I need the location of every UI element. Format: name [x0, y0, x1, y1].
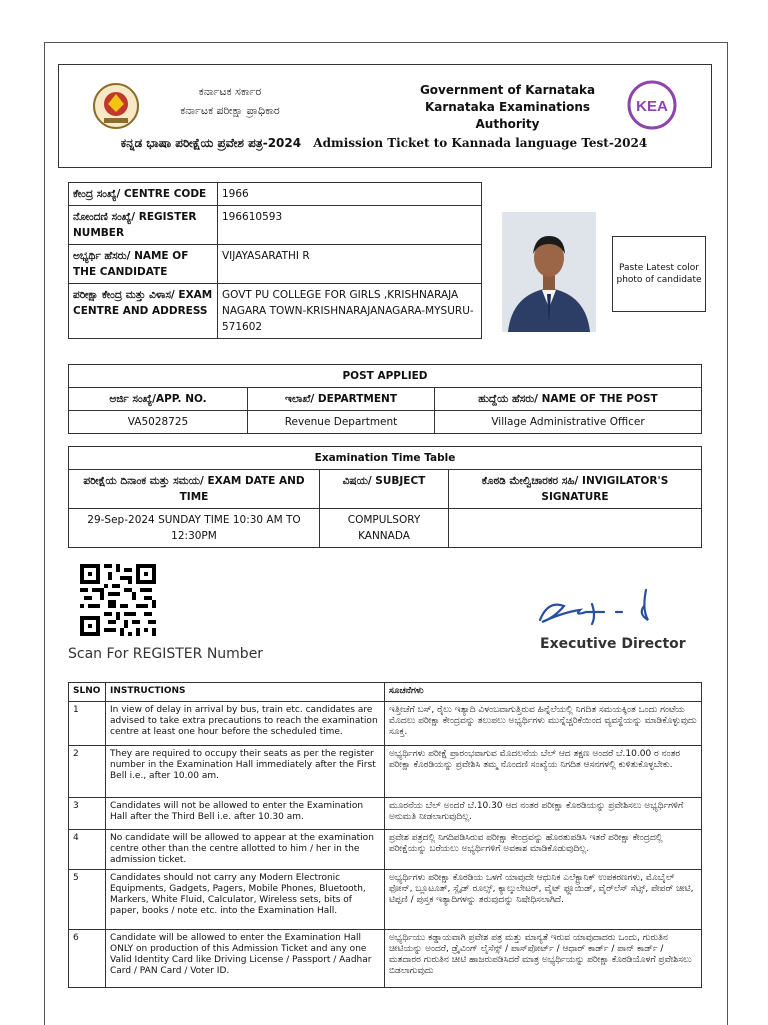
- department-header: ಇಲಾಖೆ/ DEPARTMENT: [248, 388, 435, 411]
- karnataka-emblem-icon: [92, 82, 140, 130]
- header-english-text: [400, 82, 615, 133]
- subject-value: COMPULSORY KANNADA: [320, 509, 449, 548]
- app-no-header: ಅರ್ಜಿ ಸಂಖ್ಯೆ/APP. NO.: [69, 388, 248, 411]
- ticket-title: [58, 136, 710, 151]
- exam-timetable-title: Examination Time Table: [69, 447, 702, 470]
- table-row: [69, 830, 702, 870]
- instruction-en: Candidates will not be allowed to enter the Examination Hall after the Third Bell i.e. after 10.30 am.: [106, 798, 385, 830]
- candidate-name-value: VIJAYASARATHI R: [218, 245, 482, 284]
- table-row: [69, 470, 702, 509]
- table-row: [69, 284, 482, 339]
- exam-centre-value: GOVT PU COLLEGE FOR GIRLS ,KRISHNARAJA NAGARA TOWN-KRISHNARAJANAGARA-MYSURU-571602: [218, 284, 482, 339]
- instruction-sl: 5: [69, 870, 106, 930]
- table-row: [69, 411, 702, 434]
- instruction-kn: ಅಭ್ಯರ್ಥಿಯು ಕಡ್ಡಾಯವಾಗಿ ಪ್ರವೇಶ ಪತ್ರ ಮತ್ತು ಮಾನ್ಯತೆ ಇರುವ ಯಾವುದಾದರು ಒಂದು, ಗುರುತಿನ ಚೀಟಿಯನ್ನು ಅಂದರೆ, ಡ್ರೈವಿಂಗ್ ಲೈಸೆನ್ಸ್ / ಪಾಸ್‌ಪೋರ್ಟ್ / ಆಧಾರ್ ಕಾರ್ಡ್ / ಪಾನ್ ಕಾರ್ಡ್ / ಮತದಾರರ ಗುರುತಿನ ಚೀಟಿ ಹಾಜರುಪಡಿಸಿದರೆ ಮಾತ್ರ ಅಭ್ಯರ್ಥಿಯನ್ನು ಪರೀಕ್ಷಾ ಕೊಠಡಿಯೊಳಗೆ ಪ್ರವೇಶಿಸಲು ಬಿಡಲಾಗುವುದು: [385, 930, 702, 988]
- table-row: [69, 746, 702, 798]
- candidate-photo: [502, 212, 596, 332]
- header-kannada-text: [150, 82, 310, 120]
- post-name-header: ಹುದ್ದೆಯ ಹೆಸರು/ NAME OF THE POST: [435, 388, 702, 411]
- en-government: Government of Karnataka: [419, 83, 596, 97]
- director-signature-icon: [534, 582, 664, 634]
- post-applied-table: [68, 364, 702, 434]
- table-row: [69, 870, 702, 930]
- executive-director-label: Executive Director: [540, 636, 686, 652]
- kn-government: ಕರ್ನಾಟಕ ಸರ್ಕಾರ: [198, 85, 262, 98]
- qr-code-icon[interactable]: [80, 564, 156, 636]
- table-row: [69, 509, 702, 548]
- instruction-kn: ಇತ್ತೀಚೆಗೆ ಬಸ್, ರೈಲು ಇತ್ಯಾದಿ ವಿಳಂಬವಾಗುತ್ತಿರುವ ಹಿನ್ನೆಲೆಯಲ್ಲಿ ನಿಗದಿತ ಸಮಯಕ್ಕಿಂತ ಒಂದು ಗಂಟೆಯ ಮೊದಲು ಪರೀಕ್ಷಾ ಕೇಂದ್ರವನ್ನು ತಲುಪಲು ಅಭ್ಯರ್ಥಿಗಳು ಮುನ್ನೆಚ್ಚರಿಕೆಯಿಂದ ವ್ಯವಸ್ಥೆಯನ್ನು ಮಾಡಿಕೊಳ್ಳುವುದು ಸೂಕ್ತ.: [385, 702, 702, 746]
- table-row: [69, 183, 482, 206]
- exam-date-value: 29-Sep-2024 SUNDAY TIME 10:30 AM TO 12:30PM: [69, 509, 320, 548]
- table-row: [69, 206, 482, 245]
- department-value: Revenue Department: [248, 411, 435, 434]
- ticket-title-en: Admission Ticket to Kannada language Test-2024: [313, 136, 648, 150]
- table-row: [69, 798, 702, 830]
- table-row: [69, 245, 482, 284]
- centre-code-value: 1966: [218, 183, 482, 206]
- slno-header: SLNO: [69, 683, 106, 702]
- candidate-avatar-icon: [502, 212, 596, 332]
- register-number-value: 196610593: [218, 206, 482, 245]
- table-row: [69, 447, 702, 470]
- post-applied-title: POST APPLIED: [69, 365, 702, 388]
- table-row: [69, 930, 702, 988]
- instructions-table: [68, 682, 702, 988]
- post-name-value: Village Administrative Officer: [435, 411, 702, 434]
- table-row: [69, 683, 702, 702]
- instruction-kn: ಪ್ರವೇಶ ಪತ್ರದಲ್ಲಿ ನಿಗದಿಪಡಿಸಿರುವ ಪರೀಕ್ಷಾ ಕೇಂದ್ರವನ್ನು ಹೊರತುಪಡಿಸಿ ಇತರೆ ಪರೀಕ್ಷಾ ಕೇಂದ್ರದಲ್ಲಿ ಪರೀಕ್ಷೆಯನ್ನು ಬರೆಯಲು ಅಭ್ಯರ್ಥಿಗಳಿಗೆ ಅವಕಾಶ ಮಾಡಿಕೊಡುವುದಿಲ್ಲ.: [385, 830, 702, 870]
- instruction-sl: 2: [69, 746, 106, 798]
- instruction-sl: 4: [69, 830, 106, 870]
- kea-logo-icon: [624, 80, 680, 130]
- invigilator-signature-cell: [449, 509, 702, 548]
- kea-logo-text: KEA: [636, 98, 668, 115]
- ticket-title-kn: ಕನ್ನಡ ಭಾಷಾ ಪರೀಕ್ಷೆಯ ಪ್ರವೇಶ ಪತ್ರ-2024: [120, 136, 302, 150]
- instruction-sl: 3: [69, 798, 106, 830]
- instruction-sl: 6: [69, 930, 106, 988]
- table-row: [69, 365, 702, 388]
- instruction-kn: ಅಭ್ಯರ್ಥಿಗಳು ಪರೀಕ್ಷೆ ಪ್ರಾರಂಭವಾಗುವ ಮೊದಲನೆಯ ಬೆಲ್ ಆದ ತಕ್ಷಣ ಅಂದರೆ ಬೆ.10.00 ರ ನಂತರ ಪರೀಕ್ಷಾ ಕೊಠಡಿಯನ್ನು ಪ್ರವೇಶಿಸಿ ತಮ್ಮ ನೊಂದಣಿ ಸಂಖ್ಯೆಯ ನಿಗದಿತ ಆಸನಗಳಲ್ಲಿ ಕುಳಿತುಕೊಳ್ಳಬೇಕು.: [385, 746, 702, 798]
- instruction-kn: ಮೂರನೆಯ ಬೆಲ್ ಅಂದರೆ ಬೆ.10.30 ಆದ ನಂತರ ಪರೀಕ್ಷಾ ಕೊಠಡಿಯನ್ನು ಪ್ರವೇಶಿಸಲು ಅಭ್ಯರ್ಥಿಗಳಿಗೆ ಅನುಮತಿ ನೀಡಲಾಗುವುದಿಲ್ಲ.: [385, 798, 702, 830]
- exam-centre-label: ಪರೀಕ್ಷಾ ಕೇಂದ್ರ ಮತ್ತು ವಿಳಾಸ/ EXAM CENTRE AND ADDRESS: [69, 284, 218, 339]
- instruction-en: They are required to occupy their seats as per the register number in the Examination Hall immediately after the First Bell i.e., after 10.00 am.: [106, 746, 385, 798]
- instructions-kn-header: ಸೂಚನೆಗಳು: [385, 683, 702, 702]
- table-row: [69, 702, 702, 746]
- invigilator-header: ಕೊಠಡಿ ಮೇಲ್ವಿಚಾರಕರ ಸಹಿ/ INVIGILATOR'S SIGNATURE: [449, 470, 702, 509]
- app-no-value: VA5028725: [69, 411, 248, 434]
- scan-register-label: Scan For REGISTER Number: [68, 646, 264, 662]
- instruction-en: Candidate will be allowed to enter the Examination Hall ONLY on production of this Admission Ticket and any one Valid Identity Card like Driving License / Passport / Aadhar Card / PAN Card / Voter ID.: [106, 930, 385, 988]
- instruction-en: In view of delay in arrival by bus, train etc. candidates are advised to take extra precautions to reach the examination centre at least one hour before the scheduled time.: [106, 702, 385, 746]
- kn-authority: ಕರ್ನಾಟಕ ಪರೀಕ್ಷಾ ಪ್ರಾಧಿಕಾರ: [180, 104, 280, 117]
- subject-header: ವಿಷಯ/ SUBJECT: [320, 470, 449, 509]
- centre-code-label: ಕೇಂದ್ರ ಸಂಖ್ಯೆ/ CENTRE CODE: [69, 183, 218, 206]
- exam-timetable-table: [68, 446, 702, 548]
- exam-date-header: ಪರೀಕ್ಷೆಯ ದಿನಾಂಕ ಮತ್ತು ಸಮಯ/ EXAM DATE AND TIME: [69, 470, 320, 509]
- instructions-en-header: INSTRUCTIONS: [106, 683, 385, 702]
- candidate-details-table: [68, 182, 482, 339]
- instruction-kn: ಅಭ್ಯರ್ಥಿಗಳು ಪರೀಕ್ಷಾ ಕೊಠಡಿಯ ಒಳಗೆ ಯಾವುದೇ ಆಧುನಿಕ ಎಲೆಕ್ಟ್ರಾನಿಕ್ ಉಪಕರಣಗಳು, ಮೊಬೈಲ್ ಫೋನ್, ಬ್ಲೂಟೂತ್, ಸ್ಲೈಡ್ ರೂಲ್ಸ್, ಕ್ಯಾಲ್ಕುಲೇಟರ್, ವೈಟ್ ಫ್ಲೂಯಿಡ್, ವೈರ್‌ಲೆಸ್ ಸೆಟ್ಸ್, ಪೇಪರ್ ಚೀಟಿ, ಟಿಪ್ಪಣಿ / ಪುಸ್ತಕ ಇತ್ಯಾದಿಗಳನ್ನು ತರುವುದನ್ನು ನಿಷೇಧಿಸಲಾಗಿದೆ.: [385, 870, 702, 930]
- instruction-en: Candidates should not carry any Modern Electronic Equipments, Gadgets, Pagers, Mobile Phones, Bluetooth, Markers, White Fluid, Calculator, Wireless sets, bits of paper, books / note etc. into the Examination Hall.: [106, 870, 385, 930]
- instruction-sl: 1: [69, 702, 106, 746]
- instruction-en: No candidate will be allowed to appear at the examination centre other than the centre allotted to him / her in the admission ticket.: [106, 830, 385, 870]
- candidate-name-label: ಅಭ್ಯರ್ಥಿ ಹೆಸರು/ NAME OF THE CANDIDATE: [69, 245, 218, 284]
- paste-photo-box: Paste Latest color photo of candidate: [612, 236, 706, 312]
- en-authority: Karnataka Examinations Authority: [424, 100, 591, 131]
- table-row: [69, 388, 702, 411]
- register-number-label: ನೋಂದಣಿ ಸಂಖ್ಯೆ/ REGISTER NUMBER: [69, 206, 218, 245]
